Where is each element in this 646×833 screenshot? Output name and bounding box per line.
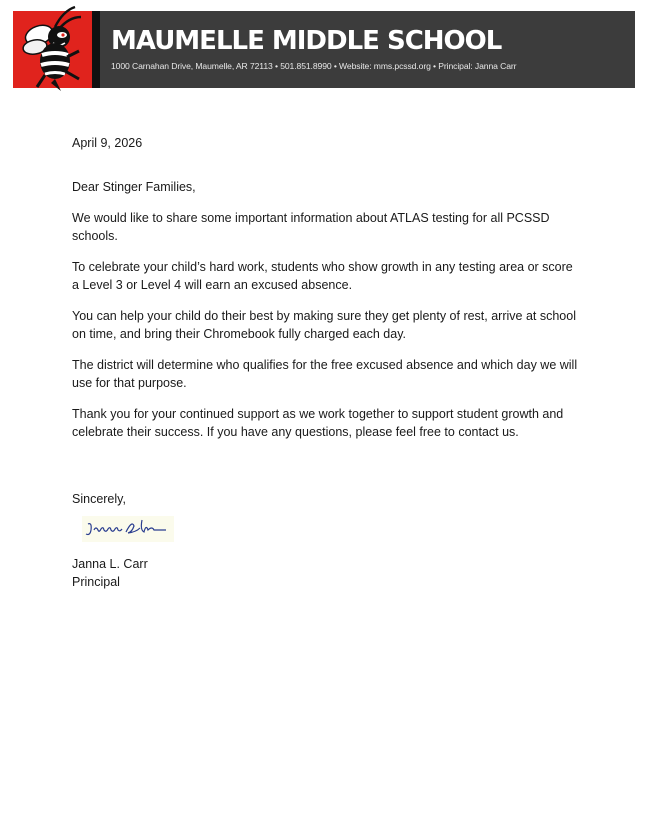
hornet-mascot-icon	[15, 5, 95, 95]
letter-paragraph-1: We would like to share some important information about ATLAS testing for all PCSSD schools.	[72, 211, 550, 243]
signer-name: Janna L. Carr	[72, 557, 148, 571]
letter-paragraph-3: You can help your child do their best by making sure they get plenty of rest, arrive at school on time, and bring their Chromebook fully charged each day.	[72, 309, 576, 341]
letter-body	[72, 134, 582, 591]
letter-paragraph-4: The district will determine who qualifies for the free excused absence and which day we will use for that purpose.	[72, 358, 578, 390]
school-name: MAUMELLE MIDDLE SCHOOL	[111, 26, 502, 56]
letter-closing: Sincerely,	[72, 492, 126, 506]
letter-paragraph-2: To celebrate your child’s hard work, students who show growth in any testing area or score a Level 3 or Level 4 will earn an excused absence.	[72, 260, 573, 292]
school-contact-info: 1000 Carnahan Drive, Maumelle, AR 72113 • 501.851.8990 • Website: mms.pcssd.org • Principal: Janna Carr	[111, 61, 517, 71]
letter-date: April 9, 2026	[72, 136, 143, 150]
signature-image	[82, 516, 174, 542]
letter-greeting: Dear Stinger Families,	[72, 180, 196, 194]
letter-paragraph-5: Thank you for your continued support as we work together to support student growth and celebrate their success. If you have any questions, please feel free to contact us.	[72, 407, 564, 439]
logo-divider-stripe	[92, 11, 100, 88]
handwritten-signature	[82, 516, 174, 542]
logo-panel	[13, 11, 92, 88]
signer-title: Principal	[72, 575, 120, 589]
letterhead	[13, 11, 635, 88]
